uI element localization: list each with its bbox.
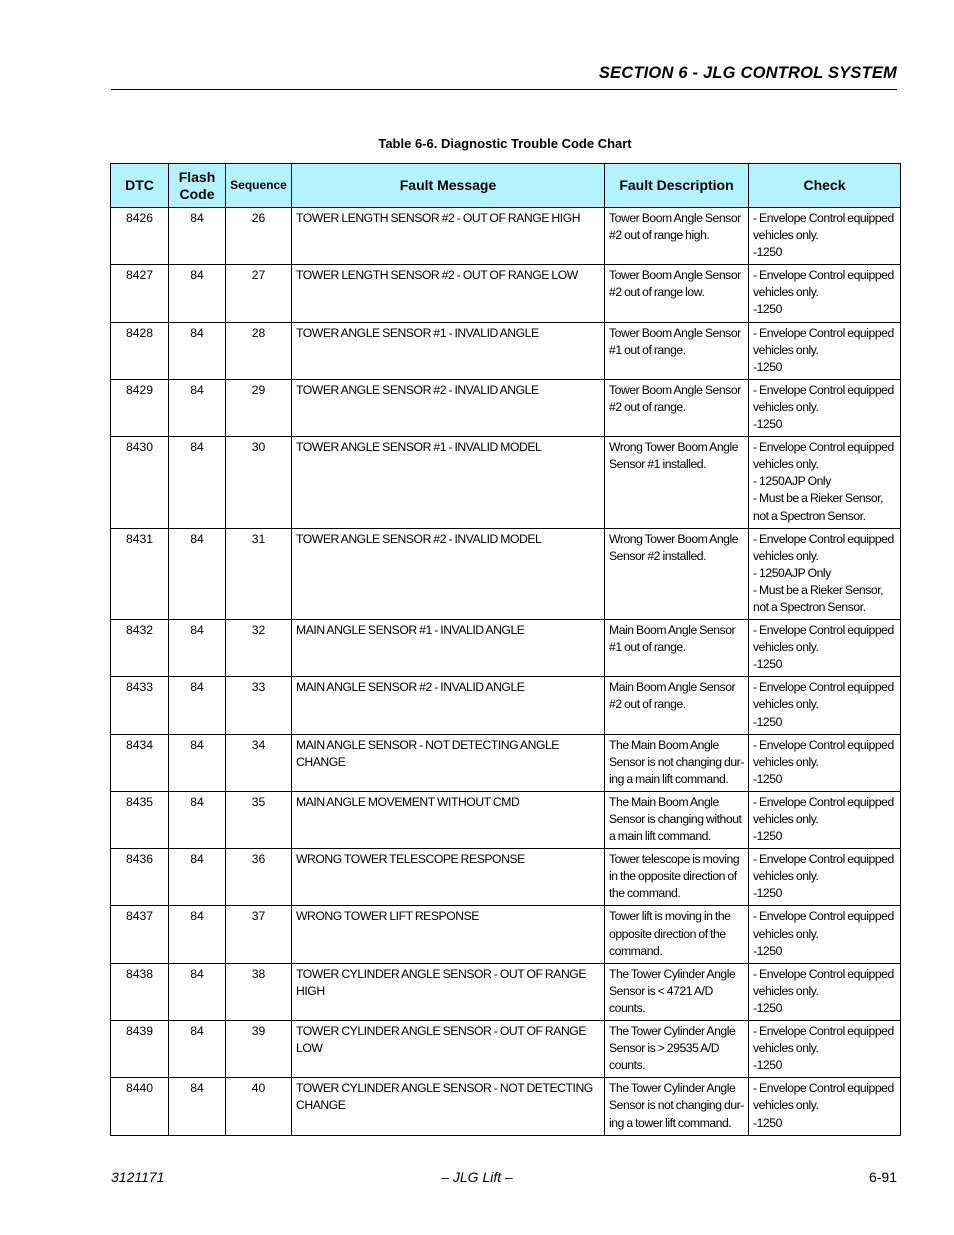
cell-flash-code: 84 (169, 677, 226, 734)
cell-check (749, 528, 901, 619)
cell-sequence: 38 (226, 963, 292, 1020)
cell-check (749, 963, 901, 1020)
cell-check-line: vehicles only. (753, 548, 819, 563)
cell-check-line: -1250 (753, 417, 782, 432)
cell-dtc: 8438 (111, 963, 169, 1020)
cell-fault-description (605, 379, 749, 436)
cell-dtc: 8432 (111, 620, 169, 677)
cell-fault-description-line: The Main Boom Angle (609, 794, 719, 809)
cell-check-line: - Envelope Control equipped (753, 909, 894, 924)
cell-fault-description-line: a main lift command. (609, 829, 711, 844)
cell-dtc: 8427 (111, 265, 169, 322)
cell-fault-description-line: Sensor is < 4721 A/D (609, 983, 713, 998)
cell-flash-code: 84 (169, 528, 226, 619)
cell-flash-code: 84 (169, 963, 226, 1020)
cell-fault-description-line: Wrong Tower Boom Angle (609, 440, 739, 455)
cell-check (749, 906, 901, 963)
cell-fault-description-line: Tower telescope is moving (609, 852, 740, 867)
cell-check-line: vehicles only. (753, 640, 819, 655)
header-fault-description: Fault Description (605, 164, 749, 208)
cell-fault-description-line: #2 out of range. (609, 697, 686, 712)
table-row (111, 208, 901, 265)
cell-dtc: 8440 (111, 1078, 169, 1135)
cell-fault-description-line: the command. (609, 886, 681, 901)
cell-sequence: 28 (226, 322, 292, 379)
cell-check-line: - Envelope Control equipped (753, 852, 894, 867)
cell-flash-code: 84 (169, 265, 226, 322)
cell-fault-description (605, 906, 749, 963)
cell-check-line: -1250 (753, 886, 782, 901)
section-title: SECTION 6 - JLG CONTROL SYSTEM (598, 64, 897, 82)
cell-check (749, 677, 901, 734)
table-header-row (111, 164, 901, 208)
cell-check (749, 208, 901, 265)
cell-fault-message: TOWER CYLINDER ANGLE SENSOR - OUT OF RANGE LOW (292, 1021, 605, 1078)
cell-check-line: -1250 (753, 771, 782, 786)
cell-check-line: vehicles only. (753, 754, 819, 769)
cell-fault-message: MAIN ANGLE SENSOR #1 - INVALID ANGLE (292, 620, 605, 677)
cell-check-line: vehicles only. (753, 697, 819, 712)
cell-check-line: - Envelope Control equipped (753, 794, 894, 809)
diagnostic-trouble-code-table (110, 163, 901, 1136)
cell-check-line: -1250 (753, 1000, 782, 1015)
cell-dtc: 8439 (111, 1021, 169, 1078)
cell-check-line: - Envelope Control equipped (753, 268, 894, 283)
cell-flash-code: 84 (169, 734, 226, 791)
cell-fault-description-line: Main Boom Angle Sensor (609, 623, 736, 638)
table-row (111, 906, 901, 963)
cell-fault-description-line: #1 out of range. (609, 342, 686, 357)
cell-fault-message: WRONG TOWER TELESCOPE RESPONSE (292, 849, 605, 906)
header-check: Check (749, 164, 901, 208)
cell-fault-description-line: The Tower Cylinder Angle (609, 966, 736, 981)
cell-dtc: 8436 (111, 849, 169, 906)
cell-fault-description (605, 620, 749, 677)
cell-flash-code: 84 (169, 1021, 226, 1078)
cell-dtc: 8433 (111, 677, 169, 734)
cell-fault-description (605, 963, 749, 1020)
cell-sequence: 40 (226, 1078, 292, 1135)
cell-sequence: 26 (226, 208, 292, 265)
cell-fault-description (605, 849, 749, 906)
cell-fault-description-line: Wrong Tower Boom Angle (609, 531, 739, 546)
cell-flash-code: 84 (169, 208, 226, 265)
cell-fault-description (605, 437, 749, 528)
cell-check (749, 437, 901, 528)
cell-fault-description (605, 791, 749, 848)
cell-check-line: -1250 (753, 1115, 782, 1130)
cell-fault-description-line: #2 out of range. (609, 399, 686, 414)
cell-flash-code: 84 (169, 1078, 226, 1135)
table-row (111, 734, 901, 791)
cell-fault-description-line: Tower Boom Angle Sensor (609, 211, 741, 225)
cell-fault-description-line: Sensor is not changing dur- (609, 754, 744, 769)
cell-check-line: vehicles only. (753, 399, 819, 414)
cell-flash-code: 84 (169, 791, 226, 848)
cell-check-line: vehicles only. (753, 926, 819, 941)
cell-check (749, 620, 901, 677)
cell-check-line: - Envelope Control equipped (753, 737, 894, 752)
footer-page-number: 6-91 (868, 1169, 897, 1185)
cell-fault-description-line: Sensor is changing without (609, 812, 742, 826)
table-row (111, 849, 901, 906)
cell-sequence: 34 (226, 734, 292, 791)
cell-sequence: 31 (226, 528, 292, 619)
cell-fault-message: MAIN ANGLE SENSOR #2 - INVALID ANGLE (292, 677, 605, 734)
cell-fault-description (605, 208, 749, 265)
cell-check-line: vehicles only. (753, 869, 819, 884)
cell-check-line: -1250 (753, 302, 782, 317)
header-dtc: DTC (111, 164, 169, 208)
cell-sequence: 35 (226, 791, 292, 848)
header-sequence: Sequence (226, 164, 292, 208)
header-flash-code: Flash Code (169, 164, 226, 208)
table-row (111, 963, 901, 1020)
cell-check-line: - 1250AJP Only (753, 565, 831, 580)
cell-fault-description (605, 528, 749, 619)
cell-check-line: - Envelope Control equipped (753, 211, 894, 225)
cell-check-line: - Must be a Rieker Sensor, (753, 582, 884, 597)
cell-fault-description-line: in the opposite direction of (609, 869, 737, 884)
cell-check-line: vehicles only. (753, 457, 819, 472)
cell-sequence: 39 (226, 1021, 292, 1078)
cell-check (749, 322, 901, 379)
cell-check (749, 1078, 901, 1135)
cell-check-line: vehicles only. (753, 285, 819, 300)
cell-check (749, 791, 901, 848)
cell-check-line: - Envelope Control equipped (753, 440, 894, 455)
cell-fault-description (605, 265, 749, 322)
table-body (111, 208, 901, 1136)
cell-fault-description (605, 1078, 749, 1135)
cell-dtc: 8437 (111, 906, 169, 963)
cell-dtc: 8429 (111, 379, 169, 436)
cell-fault-message: TOWER CYLINDER ANGLE SENSOR - OUT OF RANGE HIGH (292, 963, 605, 1020)
cell-fault-message: TOWER LENGTH SENSOR #2 - OUT OF RANGE HIGH (292, 208, 605, 265)
table-row (111, 1021, 901, 1078)
cell-check-line: vehicles only. (753, 228, 819, 243)
cell-check (749, 379, 901, 436)
cell-flash-code: 84 (169, 849, 226, 906)
cell-check-line: -1250 (753, 245, 782, 260)
cell-fault-message: TOWER ANGLE SENSOR #2 - INVALID ANGLE (292, 379, 605, 436)
cell-fault-message: WRONG TOWER LIFT RESPONSE (292, 906, 605, 963)
cell-check-line: vehicles only. (753, 1098, 819, 1113)
cell-check-line: - Envelope Control equipped (753, 1024, 894, 1039)
cell-fault-message: MAIN ANGLE SENSOR - NOT DETECTING ANGLE CHANGE (292, 734, 605, 791)
cell-fault-description (605, 734, 749, 791)
cell-fault-description (605, 322, 749, 379)
table-row (111, 265, 901, 322)
cell-fault-description-line: Sensor #1 installed. (609, 457, 707, 472)
cell-fault-description (605, 677, 749, 734)
cell-check-line: - Envelope Control equipped (753, 680, 894, 695)
cell-sequence: 36 (226, 849, 292, 906)
cell-fault-description (605, 1021, 749, 1078)
table-row (111, 379, 901, 436)
cell-fault-message: TOWER LENGTH SENSOR #2 - OUT OF RANGE LOW (292, 265, 605, 322)
cell-check-line: - Must be a Rieker Sensor, (753, 491, 884, 506)
table-row (111, 677, 901, 734)
cell-check-line: not a Spectron Sensor. (753, 508, 866, 523)
cell-flash-code: 84 (169, 379, 226, 436)
cell-fault-description-line: opposite direction of the (609, 926, 726, 941)
cell-fault-description-line: Tower Boom Angle Sensor (609, 268, 741, 283)
cell-fault-description-line: Tower lift is moving in the (609, 909, 731, 924)
cell-fault-description-line: The Tower Cylinder Angle (609, 1024, 736, 1039)
cell-dtc: 8435 (111, 791, 169, 848)
cell-fault-message: MAIN ANGLE MOVEMENT WITHOUT CMD (292, 791, 605, 848)
cell-check-line: -1250 (753, 1058, 782, 1073)
cell-fault-description-line: command. (609, 943, 663, 958)
header-divider (111, 89, 897, 90)
table-row (111, 528, 901, 619)
cell-dtc: 8426 (111, 208, 169, 265)
cell-dtc: 8428 (111, 322, 169, 379)
cell-fault-message: TOWER CYLINDER ANGLE SENSOR - NOT DETECTING CHANGE (292, 1078, 605, 1135)
cell-fault-description-line: #2 out of range high. (609, 228, 710, 243)
cell-check-line: -1250 (753, 829, 782, 844)
cell-check (749, 1021, 901, 1078)
table-row (111, 437, 901, 528)
cell-fault-description-line: #2 out of range low. (609, 285, 705, 300)
cell-check-line: - 1250AJP Only (753, 474, 831, 489)
cell-check-line: - Envelope Control equipped (753, 623, 894, 638)
header-fault-message: Fault Message (292, 164, 605, 208)
cell-fault-message: TOWER ANGLE SENSOR #2 - INVALID MODEL (292, 528, 605, 619)
cell-sequence: 37 (226, 906, 292, 963)
cell-check-line: -1250 (753, 657, 782, 672)
cell-check (749, 265, 901, 322)
table-title: Table 6-6. Diagnostic Trouble Code Chart (378, 136, 632, 151)
footer-company: – JLG Lift – (441, 1169, 513, 1185)
cell-fault-description-line: counts. (609, 1000, 646, 1015)
cell-check-line: - Envelope Control equipped (753, 1081, 894, 1096)
cell-fault-description-line: The Main Boom Angle (609, 737, 719, 752)
cell-check-line: - Envelope Control equipped (753, 966, 894, 981)
table-row (111, 322, 901, 379)
cell-sequence: 27 (226, 265, 292, 322)
cell-check-line: -1250 (753, 359, 782, 374)
cell-sequence: 30 (226, 437, 292, 528)
cell-check (749, 734, 901, 791)
cell-fault-description-line: ing a main lift command. (609, 771, 729, 786)
cell-check (749, 849, 901, 906)
cell-fault-description-line: Sensor is > 29535 A/D (609, 1041, 720, 1056)
cell-fault-description-line: Main Boom Angle Sensor (609, 680, 736, 695)
cell-flash-code: 84 (169, 906, 226, 963)
cell-check-line: - Envelope Control equipped (753, 382, 894, 397)
cell-check-line: vehicles only. (753, 983, 819, 998)
table-row (111, 620, 901, 677)
cell-fault-description-line: Sensor is not changing dur- (609, 1098, 744, 1113)
cell-check-line: vehicles only. (753, 812, 819, 826)
cell-sequence: 32 (226, 620, 292, 677)
cell-dtc: 8431 (111, 528, 169, 619)
cell-fault-description-line: Tower Boom Angle Sensor (609, 382, 741, 397)
cell-fault-description-line: ing a tower lift command. (609, 1115, 732, 1130)
cell-fault-message: TOWER ANGLE SENSOR #1 - INVALID MODEL (292, 437, 605, 528)
cell-flash-code: 84 (169, 322, 226, 379)
cell-flash-code: 84 (169, 437, 226, 528)
cell-fault-description-line: counts. (609, 1058, 646, 1073)
cell-check-line: -1250 (753, 714, 782, 729)
cell-fault-description-line: The Tower Cylinder Angle (609, 1081, 736, 1096)
cell-flash-code: 84 (169, 620, 226, 677)
cell-check-line: vehicles only. (753, 342, 819, 357)
cell-check-line: vehicles only. (753, 1041, 819, 1056)
cell-dtc: 8434 (111, 734, 169, 791)
table-row (111, 791, 901, 848)
cell-fault-message: TOWER ANGLE SENSOR #1 - INVALID ANGLE (292, 322, 605, 379)
cell-fault-description-line: #1 out of range. (609, 640, 686, 655)
cell-sequence: 29 (226, 379, 292, 436)
cell-sequence: 33 (226, 677, 292, 734)
cell-check-line: - Envelope Control equipped (753, 325, 894, 340)
cell-fault-description-line: Tower Boom Angle Sensor (609, 325, 741, 340)
cell-dtc: 8430 (111, 437, 169, 528)
table-row (111, 1078, 901, 1135)
cell-check-line: -1250 (753, 943, 782, 958)
cell-fault-description-line: Sensor #2 installed. (609, 548, 707, 563)
cell-check-line: not a Spectron Sensor. (753, 599, 866, 614)
cell-check-line: - Envelope Control equipped (753, 531, 894, 546)
footer-doc-number: 3121171 (111, 1169, 165, 1185)
